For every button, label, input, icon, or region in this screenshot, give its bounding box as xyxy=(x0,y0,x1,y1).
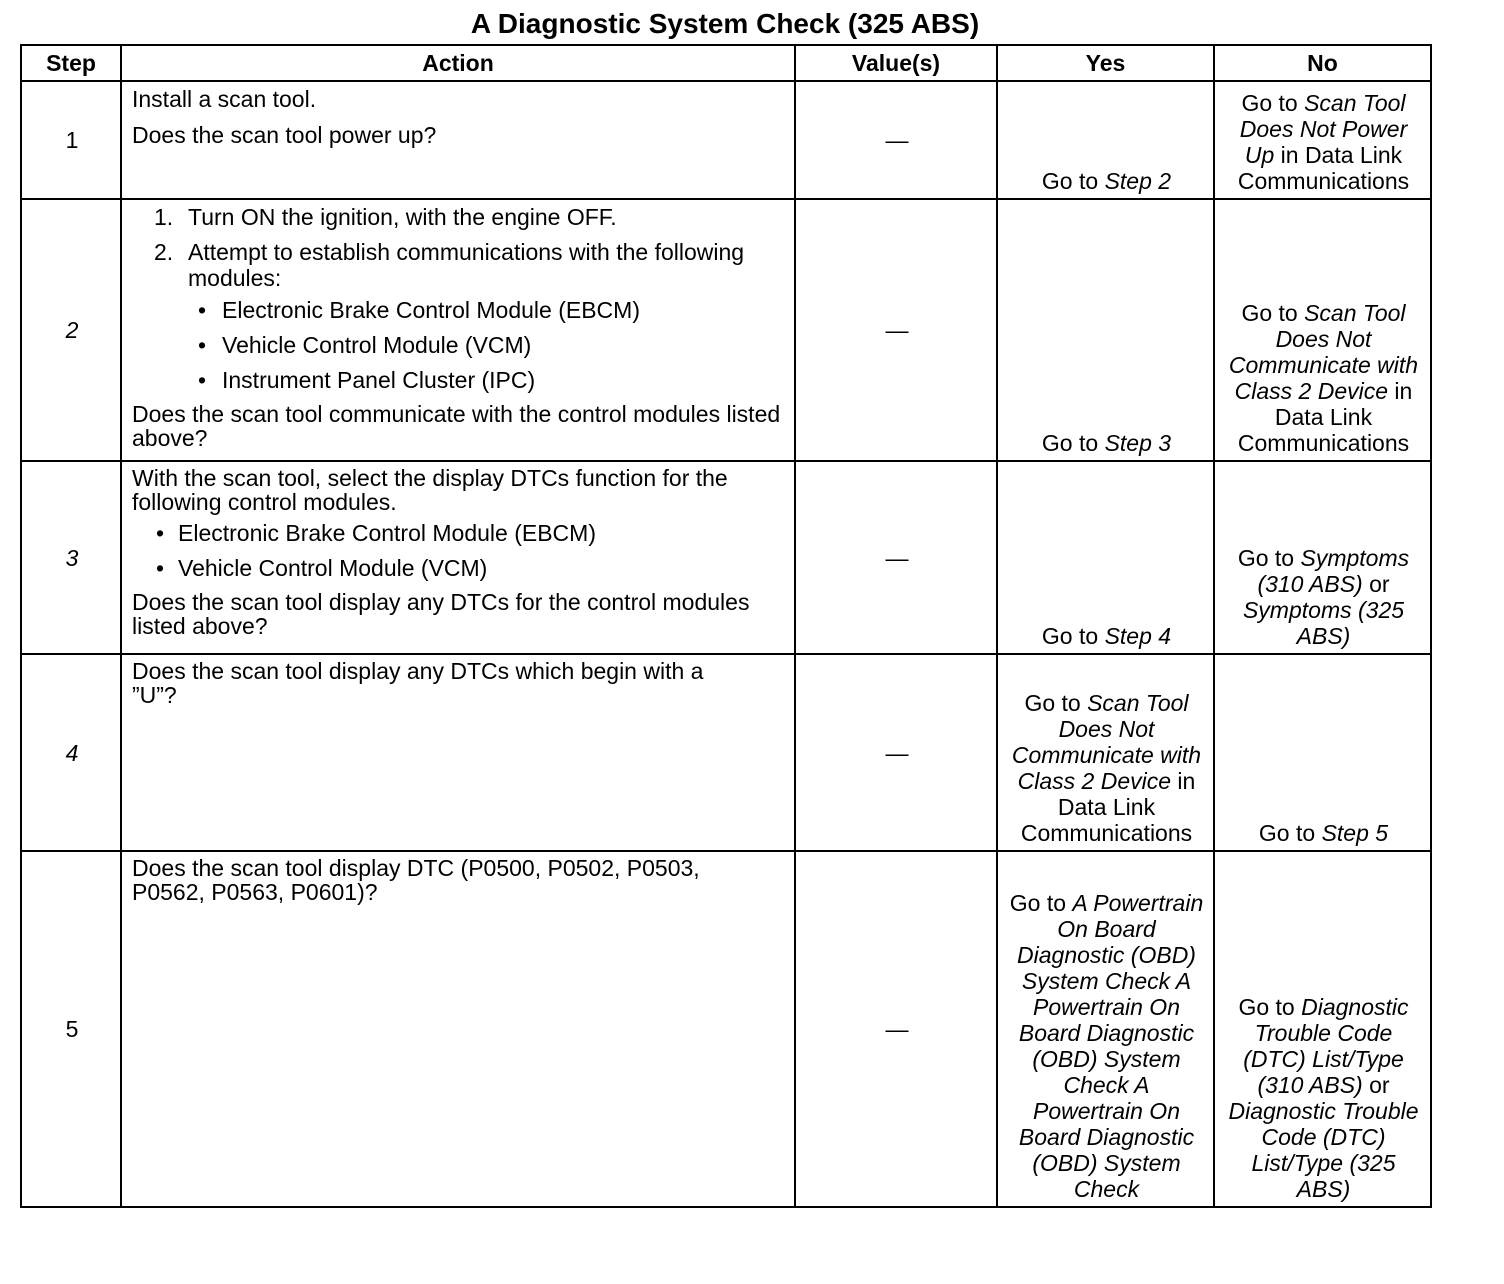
yes-link[interactable]: A Powertrain On Board Diagnostic (OBD) System Check A Powertrain On Board Diagnostic (OBD) System Check A Powertrain On Board Diagnostic (OBD) System Check xyxy=(1017,890,1204,1202)
no-mid: or xyxy=(1362,571,1390,597)
no-suffix: in Data Link Communications xyxy=(1237,378,1413,456)
yes-cell xyxy=(997,851,1214,1207)
no-cell xyxy=(1214,81,1431,199)
table-row xyxy=(21,654,1431,851)
yes-link[interactable]: Scan Tool Does Not Communicate with Class 2 Device xyxy=(1011,690,1202,794)
no-cell xyxy=(1214,199,1431,461)
header-values: Value(s) xyxy=(795,45,997,81)
table-row xyxy=(21,199,1431,461)
header-step: Step xyxy=(21,45,121,81)
value-cell: — xyxy=(795,461,997,654)
yes-cell xyxy=(997,654,1214,851)
action-text: With the scan tool, select the display DTCs function for the following control modules. xyxy=(132,465,728,515)
step-number: 3 xyxy=(21,461,121,654)
no-link[interactable]: Step 5 xyxy=(1321,820,1389,846)
no-link-1[interactable]: Symptoms (310 ABS) xyxy=(1257,545,1410,597)
no-cell xyxy=(1214,851,1431,1207)
action-step xyxy=(132,204,786,230)
action-cell xyxy=(121,851,795,1207)
action-question: Does the scan tool power up? xyxy=(132,122,437,148)
action-question: Does the scan tool display any DTCs for the control modules listed above? xyxy=(132,589,750,639)
action-cell xyxy=(121,199,795,461)
step-num: 1. xyxy=(154,204,174,230)
action-question: Does the scan tool display any DTCs which begin with a ”U”? xyxy=(132,658,704,708)
header-action: Action xyxy=(121,45,795,81)
table-row xyxy=(21,851,1431,1207)
no-prefix: Go to xyxy=(1241,90,1305,116)
step-number: 2 xyxy=(21,199,121,461)
no-link[interactable]: Scan Tool Does Not Communicate with Class 2 Device xyxy=(1228,300,1419,404)
action-question: Does the scan tool display DTC (P0500, P0502, P0503, P0562, P0563, P0601)? xyxy=(132,855,700,905)
step-num: 2. xyxy=(154,239,174,265)
page-title: A Diagnostic System Check (325 ABS) xyxy=(470,8,980,39)
no-prefix: Go to xyxy=(1258,820,1322,846)
action-steps xyxy=(132,204,786,393)
yes-prefix: Go to xyxy=(1041,430,1105,456)
yes-cell xyxy=(997,81,1214,199)
yes-cell xyxy=(997,199,1214,461)
yes-suffix: in Data Link Communications xyxy=(1020,768,1196,846)
list-item: • Vehicle Control Module (VCM) xyxy=(132,555,786,581)
list-item: • Electronic Brake Control Module (EBCM) xyxy=(132,297,786,323)
no-mid: or xyxy=(1362,1072,1390,1098)
yes-link[interactable]: Step 3 xyxy=(1104,430,1172,456)
yes-prefix: Go to xyxy=(1041,623,1105,649)
header-no: No xyxy=(1214,45,1431,81)
value-cell: — xyxy=(795,851,997,1207)
module-list xyxy=(132,297,786,393)
no-link-2[interactable]: Symptoms (325 ABS) xyxy=(1242,597,1405,649)
yes-link[interactable]: Step 2 xyxy=(1104,168,1172,194)
list-item: • Vehicle Control Module (VCM) xyxy=(132,332,786,358)
no-link-2[interactable]: Diagnostic Trouble Code (DTC) List/Type (325 ABS) xyxy=(1228,1098,1419,1202)
list-item: • Electronic Brake Control Module (EBCM) xyxy=(132,520,786,546)
value-cell: — xyxy=(795,654,997,851)
no-cell xyxy=(1214,461,1431,654)
action-question: Does the scan tool communicate with the control modules listed above? xyxy=(132,401,781,451)
no-suffix: in Data Link Communications xyxy=(1237,142,1410,194)
list-item: • Instrument Panel Cluster (IPC) xyxy=(132,367,786,393)
no-link-1[interactable]: Diagnostic Trouble Code (DTC) List/Type (310 ABS) xyxy=(1243,994,1409,1098)
step-text: Turn ON the ignition, with the engine OFF. xyxy=(188,204,617,230)
step-number: 5 xyxy=(21,851,121,1207)
action-cell xyxy=(121,81,795,199)
action-cell xyxy=(121,461,795,654)
yes-prefix: Go to xyxy=(1041,168,1105,194)
yes-prefix: Go to xyxy=(1024,690,1088,716)
action-cell xyxy=(121,654,795,851)
action-text: Install a scan tool. xyxy=(132,86,317,112)
diagnostic-table xyxy=(20,44,1432,1208)
no-cell xyxy=(1214,654,1431,851)
module-list xyxy=(132,520,786,581)
no-link[interactable]: Scan Tool Does Not Power Up xyxy=(1239,90,1408,168)
yes-cell xyxy=(997,461,1214,654)
table-header-row xyxy=(21,45,1431,81)
table-row xyxy=(21,81,1431,199)
no-prefix: Go to xyxy=(1238,994,1302,1020)
step-text: Attempt to establish communications with the following modules: xyxy=(188,239,745,291)
value-cell: — xyxy=(795,81,997,199)
header-yes: Yes xyxy=(997,45,1214,81)
step-number: 1 xyxy=(21,81,121,199)
no-prefix: Go to xyxy=(1241,300,1305,326)
table-row xyxy=(21,461,1431,654)
yes-link[interactable]: Step 4 xyxy=(1104,623,1172,649)
value-cell: — xyxy=(795,199,997,461)
yes-prefix: Go to xyxy=(1009,890,1073,916)
no-prefix: Go to xyxy=(1237,545,1301,571)
step-number: 4 xyxy=(21,654,121,851)
action-step xyxy=(132,239,786,393)
